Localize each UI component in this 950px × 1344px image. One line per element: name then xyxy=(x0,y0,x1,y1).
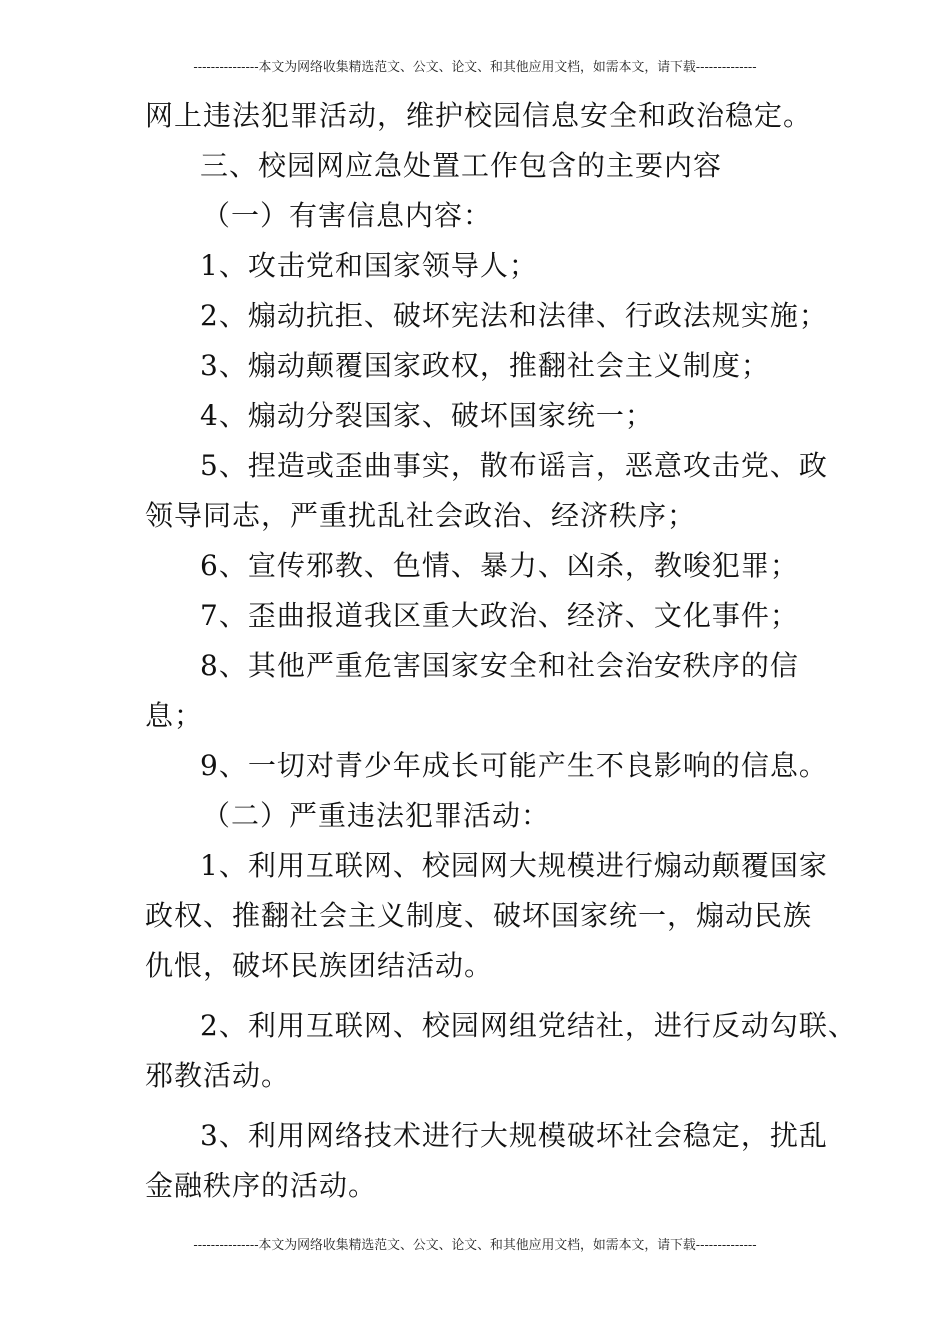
section-heading: 三、校园网应急处置工作包含的主要内容 xyxy=(200,149,723,182)
list-item: 8、其他严重危害国家安全和社会治安秩序的信 xyxy=(200,649,799,682)
list-item: 3、利用网络技术进行大规模破坏社会稳定，扰乱 xyxy=(200,1119,828,1152)
list-item: 5、捏造或歪曲事实，散布谣言，恶意攻击党、政 xyxy=(200,449,828,482)
subsection-heading: （一）有害信息内容： xyxy=(202,199,493,232)
list-item: 2、利用互联网、校园网组党结社，进行反动勾联、 xyxy=(200,1009,857,1042)
list-item-continuation: 邪教活动。 xyxy=(145,1059,291,1092)
list-item: 4、煽动分裂国家、破坏国家统一； xyxy=(200,399,654,432)
list-item: 9、一切对青少年成长可能产生不良影响的信息。 xyxy=(200,749,828,782)
header-banner: ---------------本文为网络收集精选范文、公文、论文、和其他应用文档，如需本文，请下载-------------- xyxy=(193,60,757,75)
list-item: 7、歪曲报道我区重大政治、经济、文化事件； xyxy=(200,599,799,632)
subsection-heading: （二）严重违法犯罪活动： xyxy=(202,799,551,832)
list-item: 1、利用互联网、校园网大规模进行煽动颠覆国家 xyxy=(200,849,828,882)
list-item-continuation: 息； xyxy=(145,699,204,732)
list-item: 3、煽动颠覆国家政权，推翻社会主义制度； xyxy=(200,349,770,382)
list-item: 6、宣传邪教、色情、暴力、凶杀，教唆犯罪； xyxy=(200,549,799,582)
list-item-continuation: 仇恨，破坏民族团结活动。 xyxy=(145,949,494,982)
footer-banner: ---------------本文为网络收集精选范文、公文、论文、和其他应用文档，如需本文，请下载-------------- xyxy=(193,1238,757,1253)
list-item-continuation: 金融秩序的活动。 xyxy=(145,1169,378,1202)
list-item-continuation: 政权、推翻社会主义制度、破坏国家统一，煽动民族 xyxy=(145,899,813,932)
list-item-continuation: 领导同志，严重扰乱社会政治、经济秩序； xyxy=(145,499,697,532)
list-item: 2、煽动抗拒、破坏宪法和法律、行政法规实施； xyxy=(200,299,828,332)
body-line: 网上违法犯罪活动，维护校园信息安全和政治稳定。 xyxy=(145,99,813,132)
list-item: 1、攻击党和国家领导人； xyxy=(200,249,538,282)
